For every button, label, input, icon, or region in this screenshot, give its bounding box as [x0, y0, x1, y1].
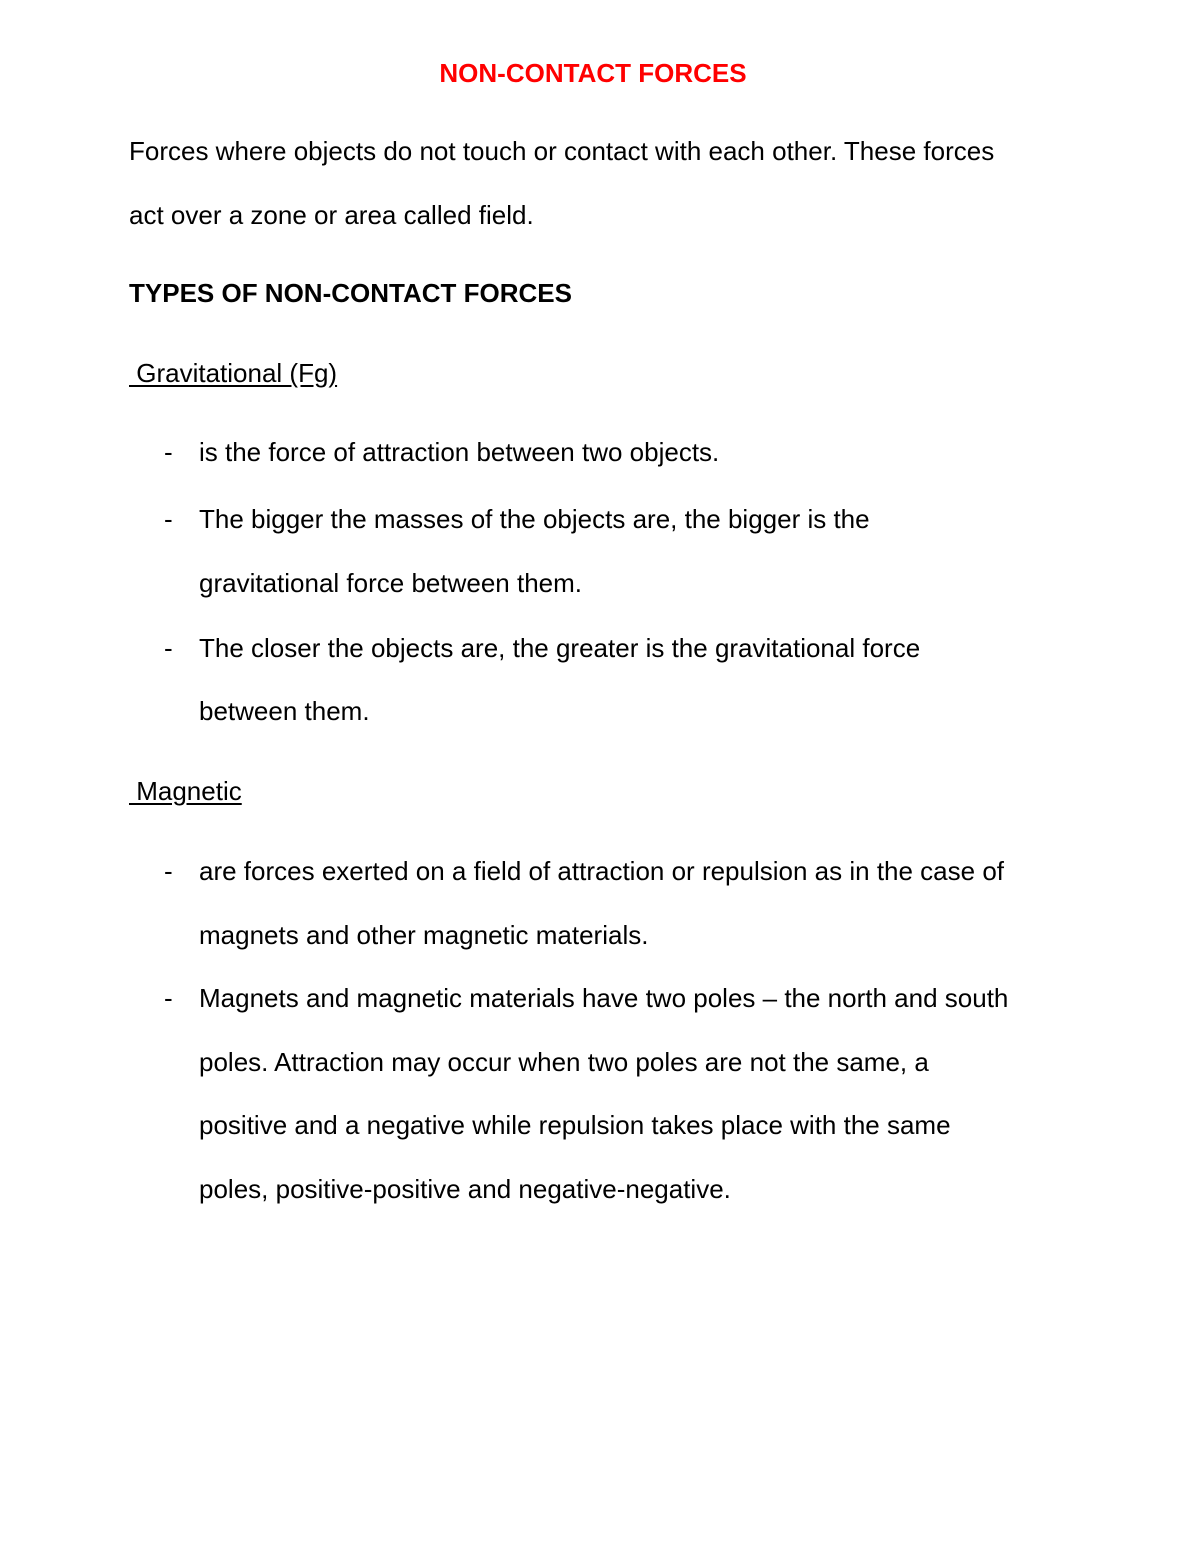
gravitational-item-2-line-2: gravitational force between them. [199, 568, 582, 598]
gravitational-item-1-line-1: is the force of attraction between two objects. [199, 437, 720, 467]
bullet-marker: - [164, 437, 173, 467]
magnetic-item-2-line-1: Magnets and magnetic materials have two poles – the north and south [199, 983, 1009, 1013]
gravitational-item-2-line-1: The bigger the masses of the objects are, the bigger is the [199, 504, 870, 534]
magnetic-item-1-line-2: magnets and other magnetic materials. [199, 920, 649, 950]
bullet-marker: - [164, 633, 173, 663]
magnetic-item-1-line-1: are forces exerted on a field of attraction or repulsion as in the case of [199, 856, 1005, 886]
intro-line-2: act over a zone or area called field. [129, 200, 534, 230]
bullet-marker: - [164, 856, 173, 886]
magnetic-item-2-line-4: poles, positive-positive and negative-negative. [199, 1174, 731, 1204]
magnetic-item-2-line-3: positive and a negative while repulsion takes place with the same [199, 1110, 951, 1140]
gravitational-item-3-line-1: The closer the objects are, the greater is the gravitational force [199, 633, 921, 663]
gravitational-item-3-line-2: between them. [199, 696, 370, 726]
intro-line-1: Forces where objects do not touch or contact with each other. These forces [129, 136, 995, 166]
bullet-marker: - [164, 504, 173, 534]
section-heading-magnetic: Magnetic [129, 776, 242, 806]
magnetic-item-2-line-2: poles. Attraction may occur when two poles are not the same, a [199, 1047, 929, 1077]
section-heading-gravitational: Gravitational (Fg) [129, 358, 338, 388]
types-heading: TYPES OF NON-CONTACT FORCES [129, 278, 572, 308]
document-title: NON-CONTACT FORCES [439, 58, 747, 88]
bullet-marker: - [164, 983, 173, 1013]
